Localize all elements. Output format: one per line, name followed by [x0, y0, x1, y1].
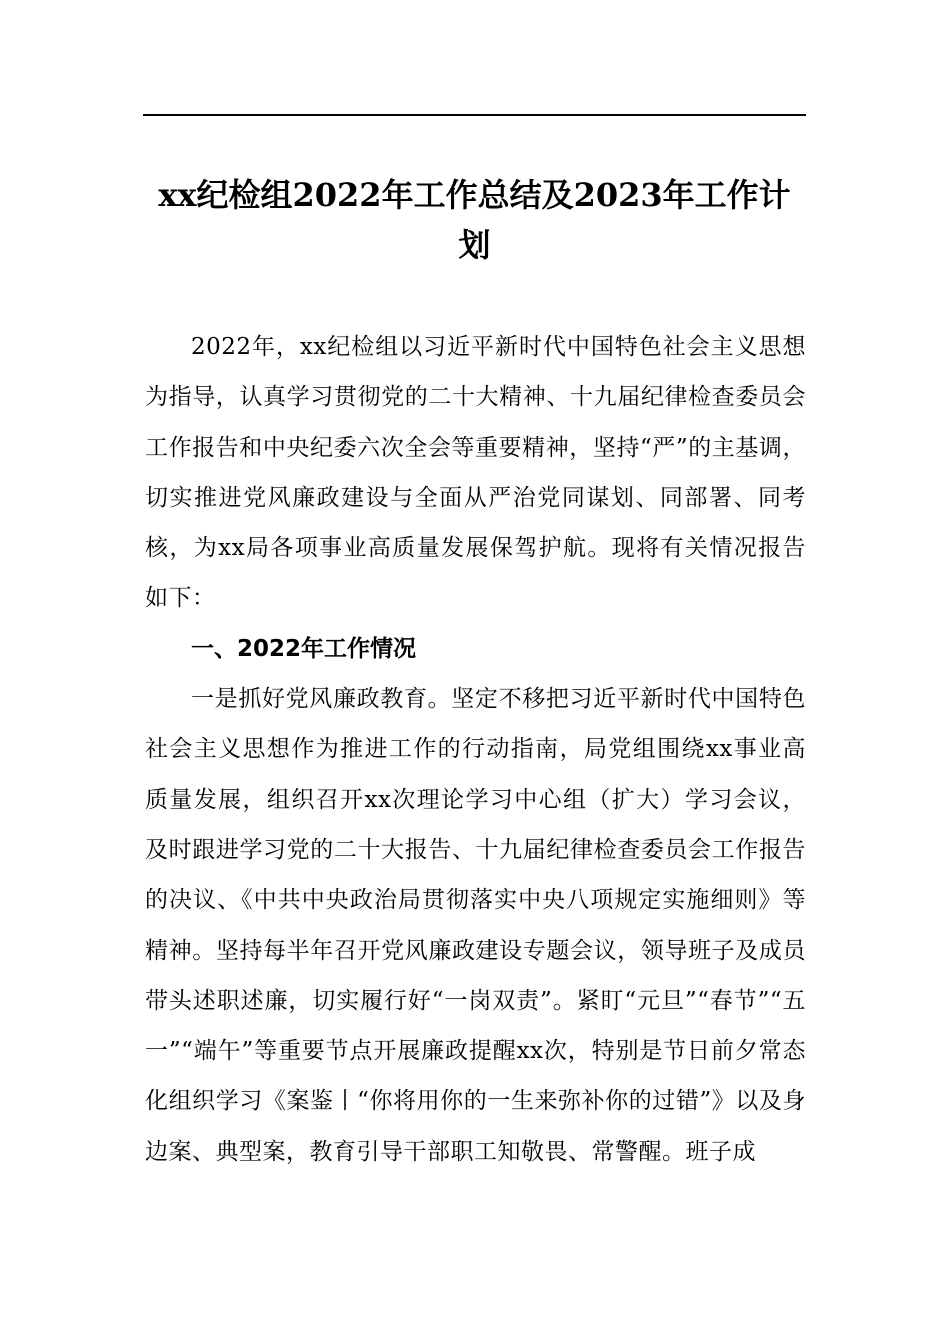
- section-heading-1: 一、2022年工作情况: [191, 635, 417, 662]
- document-body: [145, 322, 806, 1177]
- header-rule: [143, 114, 806, 116]
- intro-paragraph: 2022年，xx纪检组以习近平新时代中国特色社会主义思想为指导，认真学习贯彻党的二十大精神、十九届纪律检查委员会工作报告和中央纪委六次全会等重要精神，坚持“严”的主基调，切实推进党风廉政建设与全面从严治党同谋划、同部署、同考核，为xx局各项事业高质量发展保驾护航。现将有关情况报告如下：: [145, 334, 806, 612]
- document-title: xx纪检组2022年工作总结及2023年工作计划: [158, 176, 791, 264]
- section-1-paragraph: 一是抓好党风廉政教育。坚定不移把习近平新时代中国特色社会主义思想作为推进工作的行动指南，局党组围绕xx事业高质量发展，组织召开xx次理论学习中心组（扩大）学习会议，及时跟进学习党的二十大报告、十九届纪律检查委员会工作报告的决议、《中共中央政治局贯彻落实中央八项规定实施细则》等精神。坚持每半年召开党风廉政建设专题会议，领导班子及成员带头述职述廉，切实履行好“一岗双责”。紧盯“元旦”“春节”“五一”“端午”等重要节点开展廉政提醒xx次，特别是节日前夕常态化组织学习《案鉴丨“你将用你的一生来弥补你的过错”》以及身边案、典型案，教育引导干部职工知敬畏、常警醒。班子成: [145, 686, 806, 1165]
